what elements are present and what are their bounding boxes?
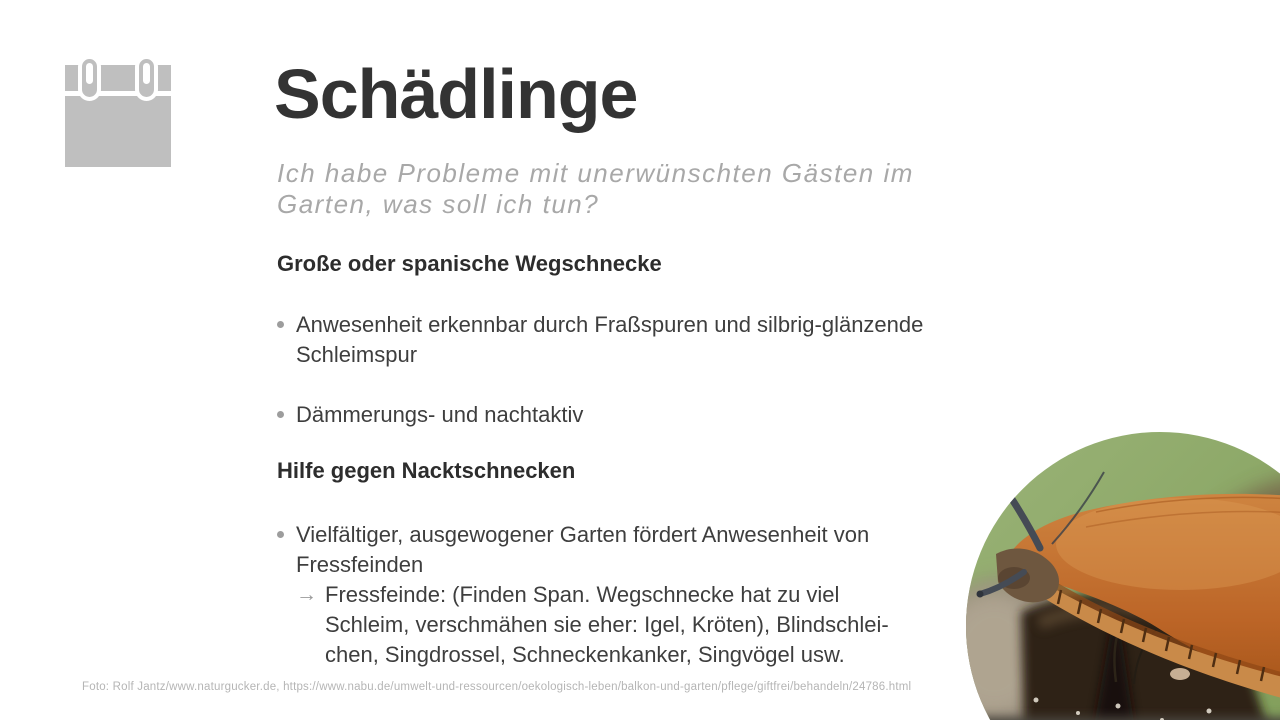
arrow-right-icon: →	[296, 583, 317, 606]
section-heading-wegschnecke: Große oder spanische Wegschnecke	[277, 251, 662, 276]
bullet-nachtaktiv	[277, 400, 583, 430]
sub-bullet-line: Fressfeinde: (Finden Span. Wegschnecke hat zu viel	[325, 582, 840, 607]
slug-photo	[966, 432, 1280, 720]
calendar-icon	[63, 57, 173, 167]
sub-bullet-line: Schleim, verschmähen sie eher: Igel, Kröten), Blindschlei-	[325, 612, 889, 637]
sub-bullet-line: chen, Singdrossel, Schneckenkanker, Singvögel usw.	[325, 642, 845, 667]
bullet-line: Schleimspur	[296, 342, 418, 367]
bullet-line: Dämmerungs- und nachtaktiv	[296, 402, 584, 427]
subtitle-line-2: Garten, was soll ich tun?	[277, 189, 600, 219]
slide-subtitle	[277, 158, 914, 220]
bullet-line: Vielfältiger, ausgewogener Garten fördert Anwesenheit von	[296, 522, 870, 547]
section-heading-hilfe: Hilfe gegen Nacktschnecken	[277, 458, 576, 483]
photo-credit: Foto: Rolf Jantz/www.naturgucker.de, https://www.nabu.de/umwelt-und-ressourcen/oekologisch-leben/balkon-und-garten/pflege/giftfrei/behandeln/24786.html	[82, 681, 912, 693]
bullet-fressfeinde	[277, 520, 869, 580]
sub-bullet-fressfeinde-detail	[296, 580, 889, 670]
slide-title: Schädlinge	[274, 55, 638, 133]
bullet-line: Anwesenheit erkennbar durch Fraßspuren und silbrig-glänzende	[296, 312, 924, 337]
bullet-frassspuren	[277, 310, 923, 370]
bullet-line: Fressfeinden	[296, 552, 424, 577]
bullet-dot-icon	[277, 411, 284, 418]
bullet-dot-icon	[277, 321, 284, 328]
bullet-dot-icon	[277, 531, 284, 538]
subtitle-line-1: Ich habe Probleme mit unerwünschten Gästen im	[277, 158, 914, 188]
